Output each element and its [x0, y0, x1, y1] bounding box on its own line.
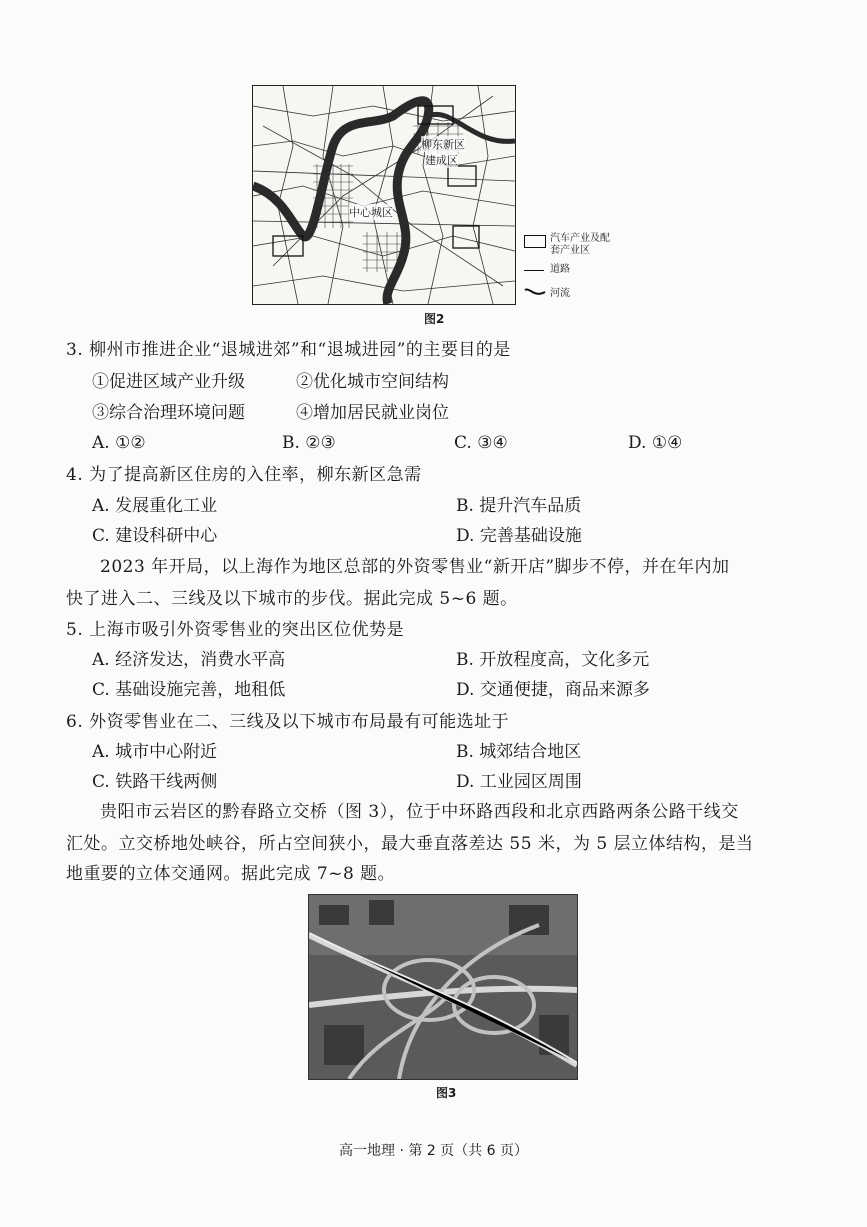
q6-option-b: B. 城郊结合地区: [456, 742, 582, 762]
q3-item-3: ③综合治理环境问题: [92, 403, 245, 423]
passage56-line1: 2023 年开局，以上海作为地区总部的外资零售业“新开店”脚步不停，并在年内加: [100, 557, 730, 577]
legend-auto-zone-label: 汽车产业及配套产业区: [550, 233, 610, 256]
q6-option-a: A. 城市中心附近: [92, 742, 218, 762]
q5-option-c: C. 基础设施完善，地租低: [92, 680, 286, 700]
map-label-liudong: 柳东新区: [421, 138, 465, 151]
figure2-map: [252, 85, 516, 305]
q3-item-2: ②优化城市空间结构: [296, 372, 449, 392]
legend-box-icon: [524, 235, 546, 248]
q4-stem: 4. 为了提高新区住房的入住率，柳东新区急需: [66, 465, 422, 485]
legend-road-icon: [524, 270, 544, 271]
q6-option-d: D. 工业园区周围: [456, 772, 582, 792]
passage56-line2: 快了进入二、三线及以下城市的步伐。据此完成 5~6 题。: [66, 589, 518, 609]
q3-option-d: D. ①④: [628, 433, 683, 453]
q5-option-d: D. 交通便捷，商品来源多: [456, 680, 650, 700]
interchange-photo-graphic: [309, 895, 577, 1079]
map-label-center: 中心城区: [349, 206, 393, 219]
q6-stem: 6. 外资零售业在二、三线及以下城市布局最有可能选址于: [66, 712, 510, 732]
legend-river-icon: [524, 286, 546, 300]
q4-option-a: A. 发展重化工业: [92, 496, 218, 516]
q6-option-c: C. 铁路干线两侧: [92, 772, 218, 792]
legend-road-label: 道路: [550, 264, 570, 275]
passage78-line2: 汇处。立交桥地处峡谷，所占空间狭小，最大垂直落差达 55 米，为 5 层立体结构，是当: [66, 834, 754, 854]
map-label-built: 建成区: [425, 154, 458, 167]
passage78-line1: 贵阳市云岩区的黔春路立交桥（图 3），位于中环路西段和北京西路两条公路干线交: [100, 802, 739, 822]
q5-stem: 5. 上海市吸引外资零售业的突出区位优势是: [66, 620, 405, 640]
passage78-line3: 地重要的立体交通网。据此完成 7~8 题。: [66, 864, 396, 884]
figure3-caption: 图3: [436, 1086, 457, 1100]
legend-river-label: 河流: [550, 288, 570, 299]
q3-stem: 3. 柳州市推进企业“退城进郊”和“退城进园”的主要目的是: [66, 340, 511, 360]
q3-option-c: C. ③④: [454, 433, 508, 453]
figure3-photo: [308, 894, 578, 1080]
q4-option-b: B. 提升汽车品质: [456, 496, 582, 516]
q3-item-1: ①促进区域产业升级: [92, 372, 245, 392]
q4-option-c: C. 建设科研中心: [92, 526, 218, 546]
q5-option-b: B. 开放程度高，文化多元: [456, 650, 650, 670]
figure2-caption: 图2: [424, 312, 445, 326]
q3-option-b: B. ②③: [282, 433, 336, 453]
q4-option-d: D. 完善基础设施: [456, 526, 582, 546]
page-footer: 高一地理 · 第 2 页（共 6 页）: [339, 1143, 528, 1159]
q3-item-4: ④增加居民就业岗位: [296, 403, 449, 423]
map-graphic: [253, 86, 515, 304]
q3-option-a: A. ①②: [92, 433, 146, 453]
q5-option-a: A. 经济发达，消费水平高: [92, 650, 286, 670]
